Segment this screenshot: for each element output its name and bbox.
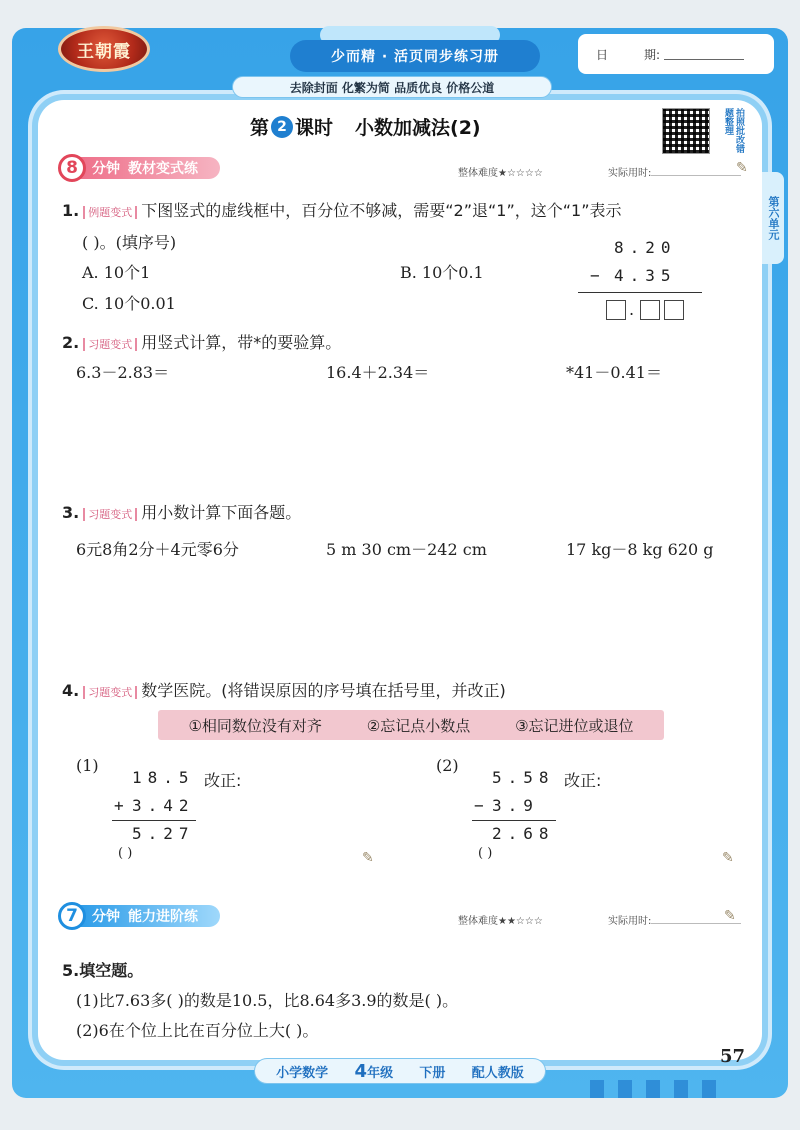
q4-p1-result: 5.27	[132, 824, 195, 843]
q5-line-1[interactable]: (1)比7.63多( )的数是10.5，比8.64多3.9的数是( )。	[76, 991, 459, 1010]
difficulty-rating: 整体难度★☆☆☆☆	[458, 168, 543, 179]
pencil-icon: ✎	[362, 850, 374, 866]
date-line[interactable]	[664, 48, 744, 60]
actual-time-field: 实际用时:	[608, 912, 741, 927]
q1-vertical-top: 8.20	[614, 238, 677, 257]
question-4: 4. 习题变式 数学医院。(将错误原因的序号填在括号里，并改正)	[62, 681, 506, 700]
q4-p2-top: 5.58	[492, 768, 555, 787]
q1-vertical-rule	[578, 292, 702, 293]
actual-time-field: 实际用时:	[608, 164, 741, 179]
footer-banner: 小学数学 4年级 下册 配人教版	[254, 1058, 546, 1084]
question-tag: 习题变式	[83, 686, 137, 699]
q4-p1-bottom: 3.42	[132, 796, 195, 815]
minutes-badge: 8	[58, 154, 86, 182]
pencil-icon: ✎	[736, 160, 748, 176]
q4-p2-fix-label: 改正:	[564, 771, 602, 790]
q4-p1-op: +	[114, 796, 130, 815]
minutes-badge: 7	[58, 902, 86, 930]
q1-answer-box[interactable]	[640, 300, 660, 320]
lesson-number-badge: 2	[271, 116, 293, 138]
question-3: 3. 习题变式 用小数计算下面各题。	[62, 503, 302, 522]
q4-p1-rule	[112, 820, 196, 821]
question-1: 1. 例题变式 下图竖式的虚线框中，百分位不够减，需要“2”退“1”，这个“1”表示	[62, 201, 622, 220]
section-banner-1: 8 分钟 教材变式练	[58, 154, 220, 182]
publisher-logo: 王朝霞	[58, 26, 150, 72]
q1-option-c: C. 10个0.01	[82, 294, 176, 313]
q1-answer-box[interactable]	[664, 300, 684, 320]
unit-side-tab: 第六单元	[762, 172, 784, 264]
page-number: 57	[720, 1046, 746, 1067]
qr-caption: 拍照批改错题整理	[723, 108, 744, 153]
pencil-icon: ✎	[722, 850, 734, 866]
q4-part-2-label: (2)	[436, 756, 459, 775]
lesson-title: 第 2 课时 小数加减法(2)	[250, 117, 481, 139]
q4-part-1-label: (1)	[76, 756, 99, 775]
q2-item-1: 6.3－2.83＝	[76, 363, 170, 382]
q4-p2-rule	[472, 820, 556, 821]
q1-option-b: B. 10个0.1	[400, 263, 484, 282]
error-reasons-box	[158, 710, 664, 740]
pencil-icon: ✎	[724, 908, 736, 924]
footer-decoration	[590, 1080, 750, 1098]
qr-code-icon[interactable]	[662, 108, 710, 154]
q4-p2-bottom: 3.9	[492, 796, 539, 815]
q4-p1-fix-label: 改正:	[204, 771, 242, 790]
question-tag: 例题变式	[83, 206, 137, 219]
q1-vertical-op: −	[590, 266, 606, 285]
q3-item-1: 6元8角2分＋4元零6分	[76, 540, 239, 559]
q3-item-3: 17 kg－8 kg 620 g	[566, 540, 714, 559]
q4-p2-result: 2.68	[492, 824, 555, 843]
difficulty-rating: 整体难度★★☆☆☆	[458, 916, 543, 927]
q4-p1-answer-paren[interactable]: ( )	[118, 846, 133, 861]
question-tag: 习题变式	[83, 508, 137, 521]
section-banner-2: 7 分钟 能力进阶练	[58, 902, 220, 930]
series-tagline: 去除封面 化繁为简 品质优良 价格公道	[232, 76, 552, 98]
q5-line-2[interactable]: (2)6在个位上比在百分位上大( )。	[76, 1021, 319, 1040]
reason-1: ①相同数位没有对齐	[188, 716, 322, 735]
q1-answer-box[interactable]	[606, 300, 626, 320]
question-2: 2. 习题变式 用竖式计算，带*的要验算。	[62, 333, 342, 352]
q1-option-a: A. 10个1	[82, 263, 151, 282]
q1-vertical-bottom: 4.35	[614, 266, 677, 285]
reason-3: ③忘记进位或退位	[515, 716, 634, 735]
q2-item-2: 16.4＋2.34＝	[326, 363, 430, 382]
q4-p2-op: −	[474, 796, 490, 815]
reason-2: ②忘记点小数点	[366, 716, 471, 735]
date-box: 日 期:	[578, 34, 774, 74]
question-tag: 习题变式	[83, 338, 137, 351]
q2-item-3: *41－0.41＝	[566, 363, 662, 382]
q4-p1-top: 18.5	[132, 768, 195, 787]
q4-p2-answer-paren[interactable]: ( )	[478, 846, 493, 861]
q1-answer-blank[interactable]: ( )。(填序号)	[82, 233, 177, 252]
q3-item-2: 5 m 30 cm－242 cm	[326, 540, 487, 559]
series-banner: 少而精 · 活页同步练习册	[290, 40, 540, 72]
question-5: 5.填空题。	[62, 961, 144, 980]
